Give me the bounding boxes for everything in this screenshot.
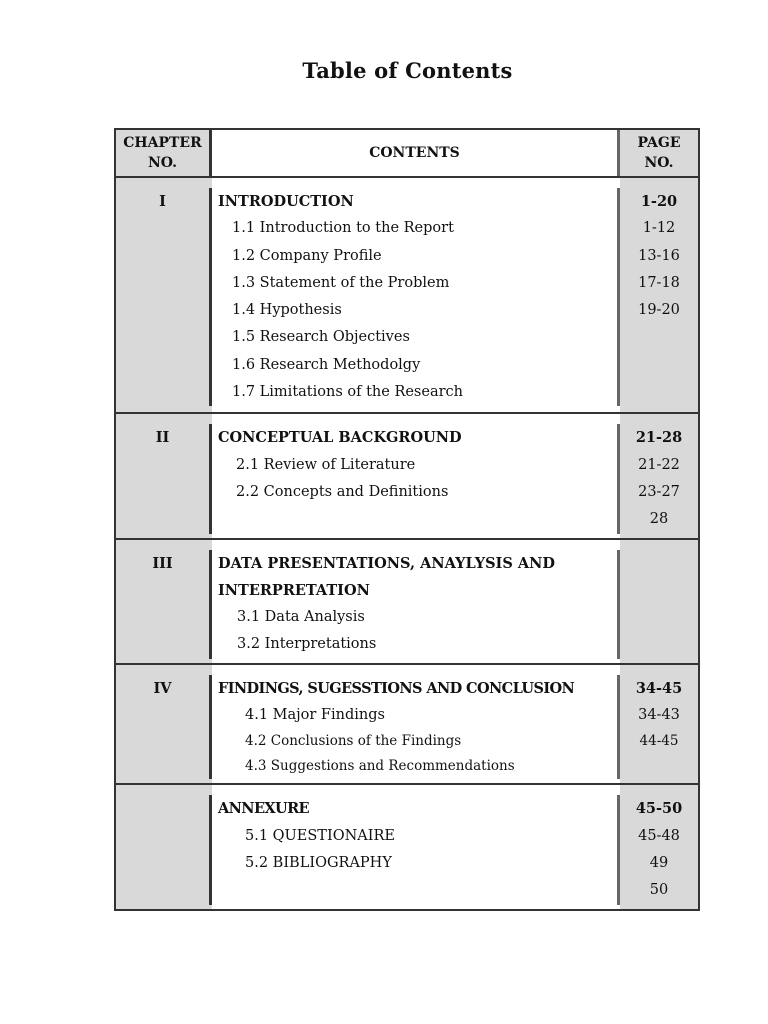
page-range: 1-12 [642,220,676,237]
table-header-row [116,130,698,176]
toc-item: 1.7 Limitations of the Research [232,384,463,401]
page-range: 34-43 [638,707,680,724]
page-range: 50 [649,882,669,899]
section-heading: CONCEPTUAL BACKGROUND [218,429,462,447]
page-range: 34-45 [635,679,683,697]
page-range [620,550,698,577]
page-range: 21-28 [635,429,683,447]
page-no-header: PAGE NO. [620,130,698,176]
page-range: 13-16 [638,247,680,264]
toc-item: 4.3 Suggestions and Recommendations [245,758,515,775]
toc-item: 5.2 BIBLIOGRAPHY [245,854,392,871]
toc-item: 1.4 Hypothesis [232,302,342,319]
toc-item: 3.2 Interpretations [237,636,377,653]
toc-item: 3.1 Data Analysis [237,609,365,626]
section-heading-line2: INTERPRETATION [218,581,370,599]
section-row-4 [116,663,698,784]
toc-item: 2.2 Concepts and Definitions [236,483,449,500]
chapter-number: III [152,554,173,572]
page-range: 45-50 [635,800,683,818]
toc-item: 4.1 Major Findings [245,707,385,724]
toc-item: 1.6 Research Methodolgy [232,356,421,373]
toc-item: 1.1 Introduction to the Report [232,220,454,237]
chapter-number: I [159,193,166,210]
toc-item: 4.2 Conclusions of the Findings [245,733,462,750]
page-range: 44-45 [639,733,679,750]
page-range: 21-22 [638,456,680,473]
page-range: 49 [649,854,669,871]
toc-item: 2.1 Review of Literature [236,456,416,473]
page-range: 1-20 [640,193,678,210]
toc-item [218,877,617,904]
toc-item: 1.2 Company Profile [232,247,382,264]
chapter-number: II [155,429,170,447]
chapter-number [116,795,209,822]
toc-table [114,128,700,911]
section-row-3 [116,538,698,663]
chapter-no-header: CHAPTER NO. [116,130,212,176]
section-heading: FINDINGS, SUGESSTIONS AND CONCLUSION [218,679,575,697]
toc-item [218,506,617,533]
section-row-2 [116,412,698,537]
page-range: 17-18 [638,274,680,291]
section-heading: INTRODUCTION [218,193,354,210]
page-range: 28 [649,511,669,528]
page-title: Table of Contents [302,58,513,83]
toc-item: 1.5 Research Objectives [232,329,410,346]
chapter-number: IV [153,679,172,697]
contents-header: CONTENTS [212,130,620,176]
page-range: 45-48 [638,827,680,844]
section-heading: ANNEXURE [218,800,310,818]
toc-item: 1.3 Statement of the Problem [232,274,450,291]
section-row-annexure [116,783,698,908]
toc-item: 5.1 QUESTIONAIRE [245,827,395,844]
page-range: 19-20 [638,302,680,319]
section-heading: DATA PRESENTATIONS, ANAYLYSIS AND [218,554,555,572]
section-row-1 [116,176,698,412]
page-range: 23-27 [638,483,680,500]
